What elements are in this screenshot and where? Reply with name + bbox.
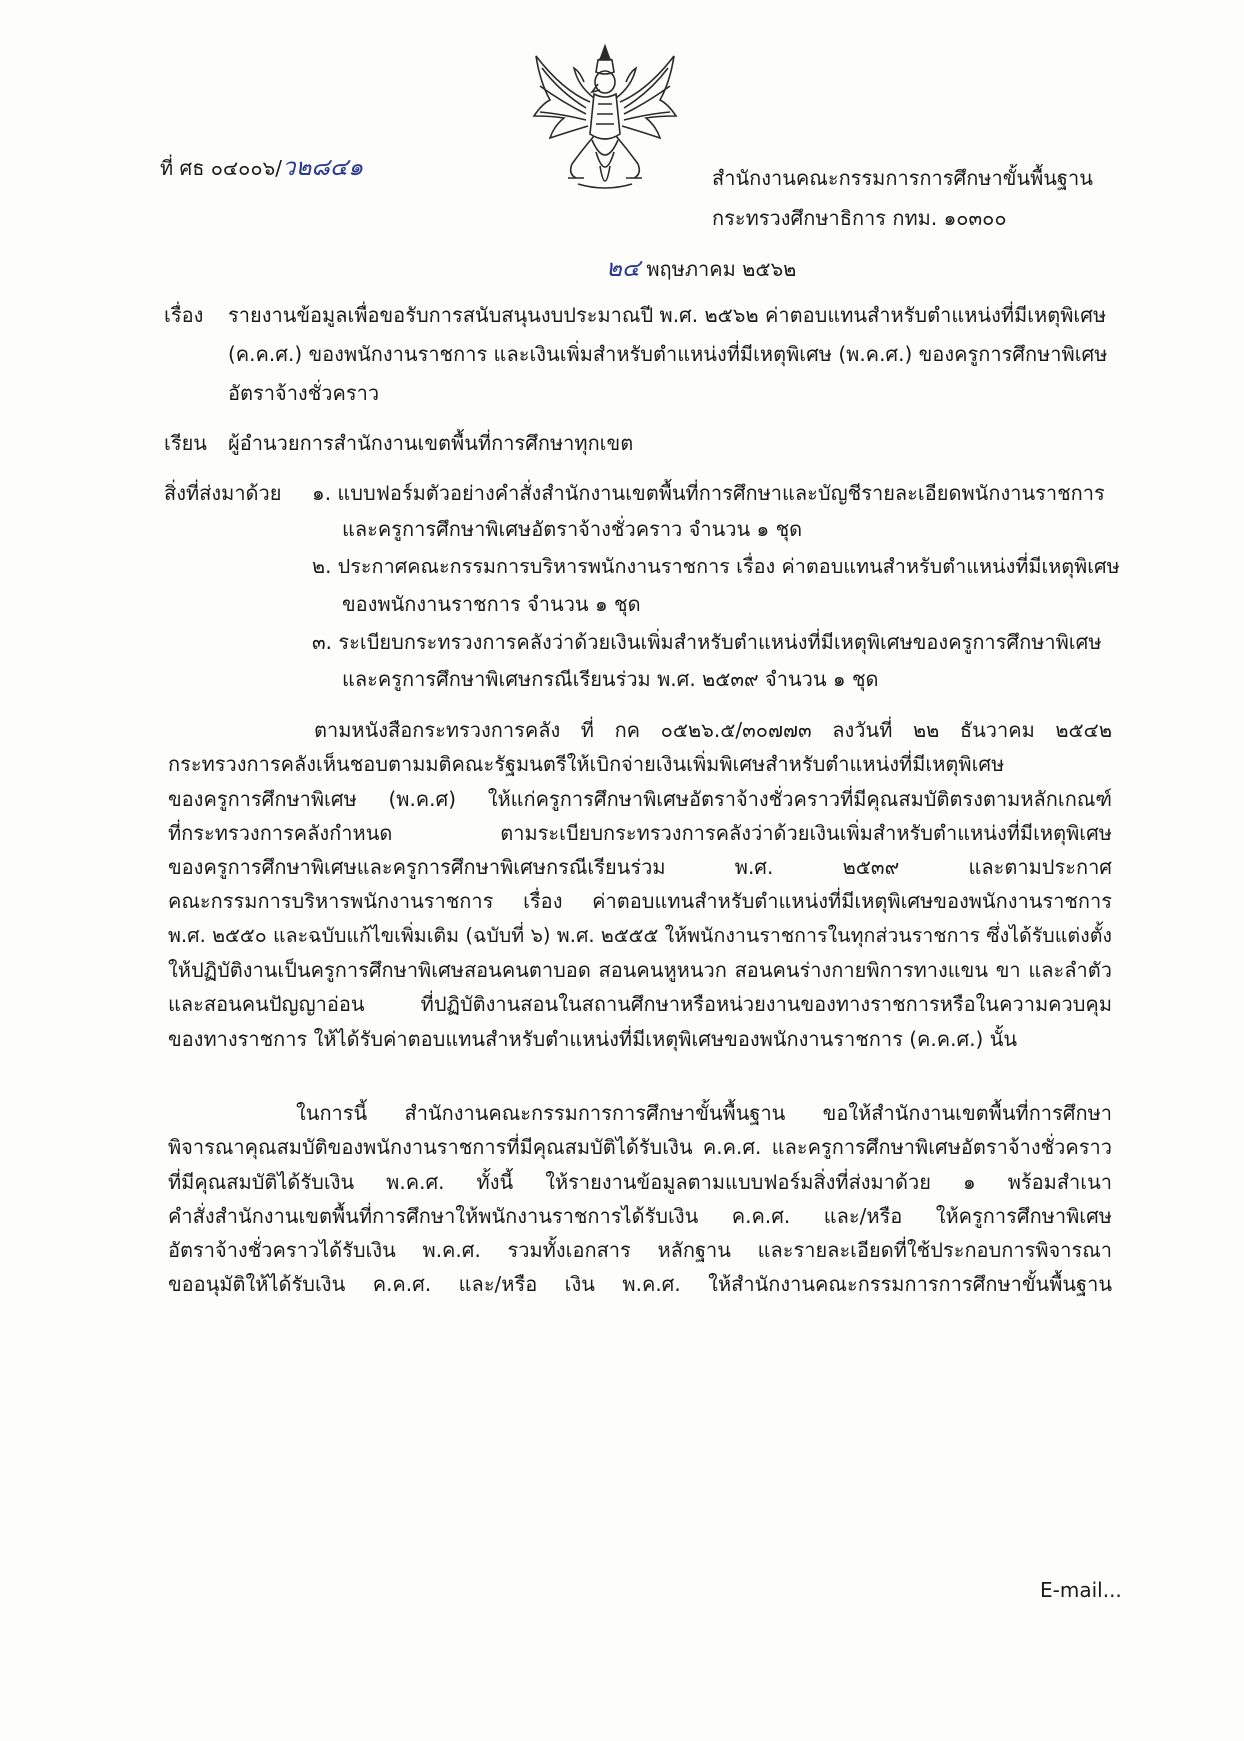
paragraph-line: กระทรวงการคลังเห็นชอบตามมติคณะรัฐมนตรีให้เบิกจ่ายเงินเพิ่มพิเศษสำหรับตำแหน่งที่มีเหตุพิเศษ bbox=[168, 752, 1005, 777]
reference-number bbox=[160, 150, 363, 185]
paragraph-line: ของครูการศึกษาพิเศษ (พ.ค.ศ) ให้แก่ครูการศึกษาพิเศษอัตราจ้างชั่วคราวที่มีคุณสมบัติตรงตามหลักเกณฑ์ bbox=[168, 786, 1112, 811]
date-day-handwritten: ๒๔ bbox=[606, 254, 640, 282]
enclosure-1-line-1: ๑. แบบฟอร์มตัวอย่างคำสั่งสำนักงานเขตพื้นที่การศึกษาและบัญชีรายละเอียดพนักงานราชการ bbox=[312, 481, 1105, 505]
enclosure-1-line-2: และครูการศึกษาพิเศษอัตราจ้างชั่วคราว จำนวน ๑ ชุด bbox=[342, 517, 803, 541]
enclosure-3-line-2: และครูการศึกษาพิเศษกรณีเรียนร่วม พ.ศ. ๒๕๓๙ จำนวน ๑ ชุด bbox=[342, 667, 879, 691]
paragraph-line: พิจารณาคุณสมบัติของพนักงานราชการที่มีคุณสมบัติได้รับเงิน ค.ค.ศ. และครูการศึกษาพิเศษอัตราจ้างชั่วคราว bbox=[168, 1135, 1112, 1160]
reference-number-handwritten: ว๒๘๔๑ bbox=[282, 153, 364, 181]
paragraph-line: คณะกรรมการบริหารพนักงานราชการ เรื่อง ค่าตอบแทนสำหรับตำแหน่งที่มีเหตุพิเศษของพนักงานราชการ bbox=[168, 889, 1112, 914]
letter-date bbox=[606, 251, 796, 286]
paragraph-line: อัตราจ้างชั่วคราวได้รับเงิน พ.ค.ศ. รวมทั้งเอกสาร หลักฐาน และรายละเอียดที่ใช้ประกอบการพิจารณา bbox=[168, 1238, 1112, 1263]
subject-line-3: อัตราจ้างชั่วคราว bbox=[228, 381, 380, 405]
paragraph-line: ของทางราชการ ให้ได้รับค่าตอบแทนสำหรับตำแหน่งที่มีเหตุพิเศษของพนักงานราชการ (ค.ค.ศ.) นั้น bbox=[168, 1026, 1018, 1051]
enclosures-label: สิ่งที่ส่งมาด้วย bbox=[164, 481, 282, 505]
issuing-organization: สำนักงานคณะกรรมการการศึกษาขั้นพื้นฐาน bbox=[712, 166, 1093, 190]
paragraph-line: และสอนคนปัญญาอ่อน ที่ปฏิบัติงานสอนในสถานศึกษาหรือหน่วยงานของทางราชการหรือในความควบคุม bbox=[168, 992, 1112, 1017]
paragraph-line: ในการนี้ สำนักงานคณะกรรมการการศึกษาขั้นพื้นฐาน ขอให้สำนักงานเขตพื้นที่การศึกษา bbox=[296, 1101, 1112, 1125]
paragraph-line: คำสั่งสำนักงานเขตพื้นที่การศึกษาให้พนักงานราชการได้รับเงิน ค.ค.ศ. และ/หรือ ให้ครูการศึกษาพิเศษ bbox=[168, 1203, 1112, 1228]
addressee-text: ผู้อำนวยการสำนักงานเขตพื้นที่การศึกษาทุกเขต bbox=[228, 431, 634, 455]
subject-line-1: รายงานข้อมูลเพื่อขอรับการสนับสนุนงบประมาณปี พ.ศ. ๒๕๖๒ ค่าตอบแทนสำหรับตำแหน่งที่มีเหตุพิเศษ bbox=[228, 303, 1107, 327]
subject-line-2: (ค.ค.ศ.) ของพนักงานราชการ และเงินเพิ่มสำหรับตำแหน่งที่มีเหตุพิเศษ (พ.ค.ศ.) ของครูการศึกษาพิเศษ bbox=[228, 342, 1108, 366]
paragraph-line: ให้ปฏิบัติงานเป็นครูการศึกษาพิเศษสอนคนตาบอด สอนคนหูหนวก สอนคนร่างกายพิการทางแขน ขา และลำตัว bbox=[168, 958, 1112, 983]
body-paragraph-1 bbox=[168, 713, 1112, 1056]
paragraph-line: ที่กระทรวงการคลังกำหนด ตามระเบียบกระทรวงการคลังว่าด้วยเงินเพิ่มสำหรับตำแหน่งที่มีเหตุพิเศษ bbox=[168, 820, 1112, 845]
garuda-emblem-icon bbox=[528, 42, 682, 200]
paragraph-line: ตามหนังสือกระทรวงการคลัง ที่ กค ๐๕๒๖.๕/๓๐๗๗๓ ลงวันที่ ๒๒ ธันวาคม ๒๕๔๒ bbox=[314, 718, 1112, 742]
enclosure-2-line-2: ของพนักงานราชการ จำนวน ๑ ชุด bbox=[342, 592, 641, 616]
paragraph-line: ขออนุมัติให้ได้รับเงิน ค.ค.ศ. และ/หรือ เงิน พ.ค.ศ. ให้สำนักงานคณะกรรมการการศึกษาขั้นพื้นฐาน bbox=[168, 1272, 1112, 1297]
date-month-year: พฤษภาคม ๒๕๖๒ bbox=[646, 257, 797, 281]
paragraph-line: ที่มีคุณสมบัติได้รับเงิน พ.ค.ศ. ทั้งนี้ ให้รายงานข้อมูลตามแบบฟอร์มสิ่งที่ส่งมาด้วย ๑ พร้อมสำเนา bbox=[168, 1169, 1112, 1194]
reference-number-prefix: ที่ ศธ ๐๔๐๐๖/ bbox=[160, 156, 282, 180]
paragraph-line: ของครูการศึกษาพิเศษและครูการศึกษาพิเศษกรณีเรียนร่วม พ.ศ. ๒๕๓๙ และตามประกาศ bbox=[168, 855, 1112, 880]
enclosure-2-line-1: ๒. ประกาศคณะกรรมการบริหารพนักงานราชการ เรื่อง ค่าตอบแทนสำหรับตำแหน่งที่มีเหตุพิเศษ bbox=[312, 555, 1120, 578]
enclosure-3-line-1: ๓. ระเบียบกระทรวงการคลังว่าด้วยเงินเพิ่มสำหรับตำแหน่งที่มีเหตุพิเศษของครูการศึกษาพิเศษ bbox=[312, 630, 1102, 654]
addressee-label: เรียน bbox=[164, 431, 207, 455]
subject-label: เรื่อง bbox=[164, 303, 204, 327]
issuing-address: กระทรวงศึกษาธิการ กทม. ๑๐๓๐๐ bbox=[712, 206, 1007, 230]
page-continuation-marker: E-mail... bbox=[1040, 1578, 1122, 1602]
body-paragraph-2 bbox=[168, 1096, 1112, 1302]
paragraph-line: พ.ศ. ๒๕๕๐ และฉบับแก้ไขเพิ่มเติม (ฉบับที่ ๖) พ.ศ. ๒๕๕๕ ให้พนักงานราชการในทุกส่วนราชการ ซึ่งได้รับแต่งตั้ง bbox=[168, 923, 1112, 947]
